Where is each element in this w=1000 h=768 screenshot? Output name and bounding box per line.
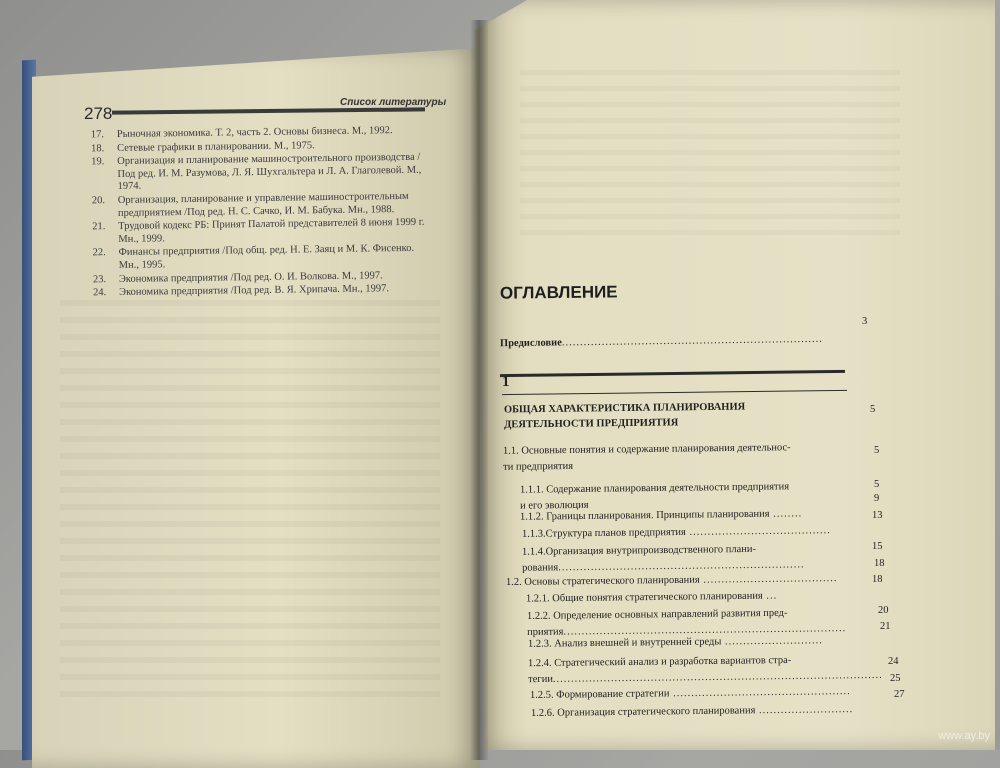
reference-text: Экономика предприятия /Под ред. В. Я. Хрипача. Мн., 1997.: [119, 283, 390, 299]
toc-entry-text: 1.2.2. Определение основных направлений развития пред-: [526, 607, 788, 622]
toc-entry-text: 1.2.3. Анализ внешней и внутренней среды: [527, 636, 722, 650]
toc-entry-text: приятия: [527, 626, 564, 638]
toc-entry-text: 1.2.6. Организация стратегического планирования: [530, 705, 756, 719]
toc-leader-dots: ...: [762, 590, 778, 602]
bleed-through-text: [520, 70, 900, 240]
bleed-through-text: [60, 300, 440, 700]
reference-text: Организация, планирование и управление машиностроительным предприятием /Под ред. Н. С. Сачко, И. М. Бабука. Мн., 1988.: [117, 190, 409, 219]
toc-entry-page: 25: [890, 673, 901, 684]
reference-text: Организация и планирование машиностроительного производства /Под ред. И. М. Разумова, Л. Я. Шухгальтера и Л. А. Глаголевой. М., 1974.: [117, 151, 422, 193]
toc-leader-dots: ........................................................................: [561, 333, 823, 349]
reference-item: [83, 152, 433, 195]
toc-entry-text: 1.1. Основные понятия и содержание планирования деятельнос-: [502, 442, 791, 457]
reference-item: [84, 217, 434, 247]
reference-text: Финансы предприятия /Под общ. ред. Н. Е. Заяц и М. К. Фисенко. Мн., 1995.: [118, 243, 415, 271]
chapter-page: 5: [870, 404, 876, 415]
toc-entry-text: 1.2. Основы стратегического планирования: [505, 574, 700, 589]
toc-entry-page: 21: [880, 621, 891, 632]
toc-preface-label: Предисловие: [499, 337, 562, 350]
toc-entry: [527, 607, 846, 638]
toc-leader-dots: ..............................................................................: [563, 623, 847, 638]
toc-entry-page: 18: [874, 558, 885, 569]
toc-entry: [520, 481, 789, 511]
reference-list: [83, 125, 435, 302]
reference-item: [84, 191, 434, 221]
toc-entry-text: 1.2.4. Стратегический анализ и разработка вариантов стра-: [527, 654, 792, 670]
chapter-title-line1: ОБЩАЯ ХАРАКТЕРИСТИКА ПЛАНИРОВАНИЯ: [503, 401, 746, 416]
reference-text: Рыночная экономика. Т. 2, часть 2. Основы бизнеса. М., 1992.: [116, 125, 393, 140]
chapter-title: [504, 402, 746, 431]
reference-item: [84, 243, 434, 273]
reference-number: 21.: [92, 221, 106, 233]
toc-preface-page: 3: [862, 316, 868, 327]
toc-entry-text: ти предприятия: [503, 460, 574, 473]
reference-text: Сетевые графики в планировании. М., 1975.: [117, 139, 315, 154]
reference-number: 19.: [91, 156, 105, 168]
toc-entry: [503, 442, 791, 473]
toc-entry-page: 20: [878, 605, 889, 616]
running-head: Список литературы: [340, 97, 447, 108]
toc-entry-page: 18: [872, 574, 883, 585]
toc-entry-page: 15: [872, 541, 883, 552]
toc-leader-dots: .....................................: [699, 572, 838, 586]
toc-entry-text: 1.1.4.Организация внутрипроизводственного плани-: [521, 543, 757, 558]
chapter-number: 1: [502, 374, 510, 390]
toc-entry-text: 1.2.5. Формирование стратегии: [529, 688, 670, 701]
chapter-title-line2: ДЕЯТЕЛЬНОСТИ ПРЕДПРИЯТИЯ: [504, 417, 679, 431]
toc-entry-text: 1.1.2. Границы планирования. Принципы планирования: [519, 508, 770, 523]
toc-leader-dots: .................................................: [669, 686, 851, 700]
toc-title: ОГЛАВЛЕНИЕ: [499, 282, 618, 303]
toc-leader-dots: ....................................................................: [558, 559, 805, 574]
toc-entry-text: 1.2.1. Общие понятия стратегического планирования: [525, 590, 763, 605]
watermark: www.ay.by: [938, 730, 990, 742]
toc-entry-page: 9: [874, 493, 880, 504]
reference-number: 20.: [91, 195, 106, 207]
reference-number: 17.: [90, 129, 105, 141]
toc-leader-dots: ...........................: [721, 635, 823, 648]
reference-number: 18.: [91, 142, 105, 154]
toc-entry-page: 5: [874, 445, 880, 456]
toc-leader-dots: ..........................: [755, 704, 854, 717]
toc-entry-text: 1.1.3.Структура планов предприятия: [521, 526, 686, 540]
toc-entry-text: и его эволюция: [520, 499, 589, 512]
page-number: 278: [84, 104, 113, 123]
reference-number: 23.: [92, 273, 107, 285]
toc-leader-dots: ........: [769, 508, 803, 520]
toc-entry-page: 24: [888, 656, 899, 667]
toc-entry-page: 13: [872, 510, 883, 521]
book-gutter-shadow: [470, 20, 488, 760]
reference-number: 22.: [92, 247, 106, 259]
toc-entry-text: 1.1.1. Содержание планирования деятельности предприятия: [519, 481, 790, 496]
reference-number: 24.: [93, 287, 107, 299]
reference-text: Трудовой кодекс РБ: Принят Палатой представителей 8 июня 1999 г. Мн., 1999.: [118, 216, 425, 245]
toc-leader-dots: .......................................: [685, 525, 831, 538]
toc-entry-page: 27: [894, 689, 905, 700]
toc-entry-text: рования: [522, 562, 559, 574]
toc-entry-page: 5: [874, 479, 880, 490]
toc-leader-dots: ...........................................................................................: [552, 669, 883, 685]
toc-entry: [522, 543, 805, 573]
toc-entry: [528, 654, 883, 685]
reference-text: Экономика предприятия /Под ред. О. И. Волкова. М., 1997.: [118, 269, 383, 285]
toc-entry-text: тегии: [528, 673, 553, 686]
